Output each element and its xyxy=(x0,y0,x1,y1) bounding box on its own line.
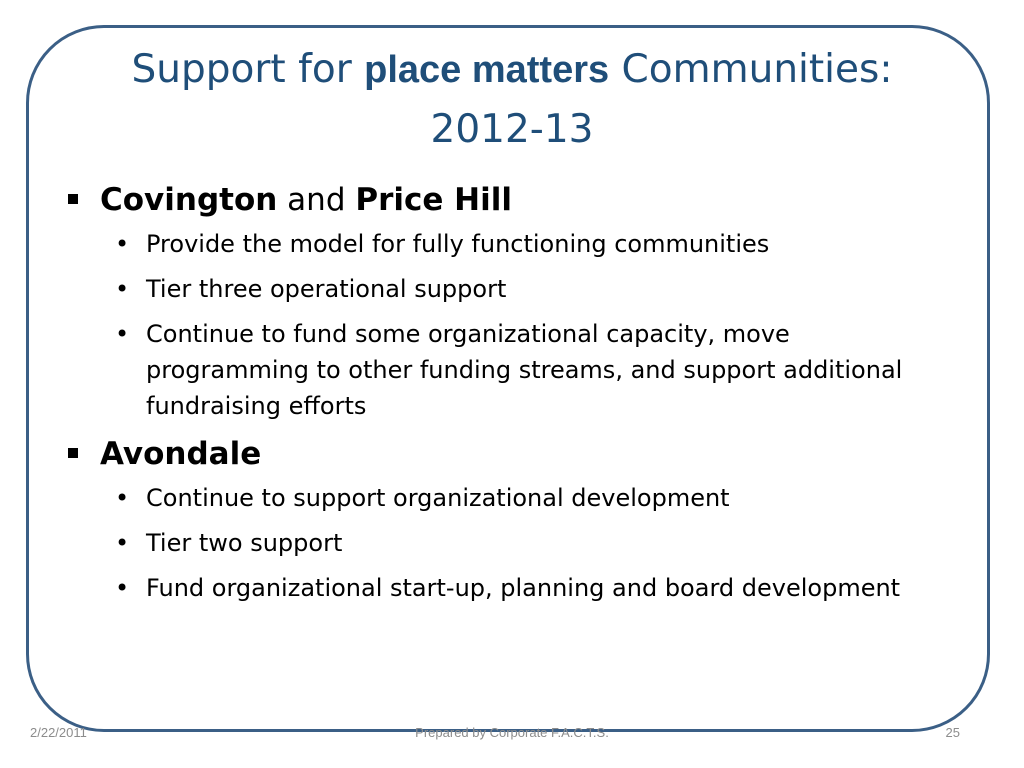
list-item xyxy=(60,480,960,516)
heading-covington: Covington xyxy=(100,182,278,218)
bullet-dot-icon: • xyxy=(115,484,130,512)
footer-prepared-by: Prepared by Corporate F.A.C.T.S. xyxy=(415,725,609,740)
title-suffix: Communities: xyxy=(609,47,893,92)
bullet-dot-icon: • xyxy=(115,230,130,258)
heading-price-hill: Price Hill xyxy=(355,182,513,218)
list-item xyxy=(60,525,960,561)
bullet-dot-icon: • xyxy=(115,275,130,303)
list-item-text: Continue to fund some organizational capacity, move programming to other funding streams, and support additional fundraising efforts xyxy=(146,320,903,420)
section-heading-covington-price-hill xyxy=(60,180,960,220)
list-item-text: Continue to support organizational development xyxy=(146,484,730,512)
bullet-dot-icon: • xyxy=(115,320,130,348)
slide-content xyxy=(60,180,960,616)
bullet-dot-icon: • xyxy=(115,529,130,557)
square-bullet-icon xyxy=(68,194,78,204)
title-emphasis: place matters xyxy=(364,49,610,91)
title-prefix: Support for xyxy=(131,47,365,92)
footer-page-number: 25 xyxy=(945,725,960,740)
list-item xyxy=(60,316,960,424)
slide-title xyxy=(60,40,964,160)
square-bullet-icon xyxy=(68,448,78,458)
list-item xyxy=(60,226,960,262)
avondale-items xyxy=(60,480,960,606)
list-item xyxy=(60,570,960,606)
list-item-text: Fund organizational start-up, planning and board development xyxy=(146,574,901,602)
bullet-dot-icon: • xyxy=(115,574,130,602)
section-heading-avondale xyxy=(60,434,960,474)
title-line2: 2012-13 xyxy=(430,107,594,152)
heading-connector: and xyxy=(277,182,356,218)
covington-items xyxy=(60,226,960,424)
heading-avondale: Avondale xyxy=(100,436,262,472)
list-item-text: Provide the model for fully functioning communities xyxy=(146,230,770,258)
list-item xyxy=(60,271,960,307)
list-item-text: Tier two support xyxy=(146,529,343,557)
list-item-text: Tier three operational support xyxy=(146,275,507,303)
footer-date: 2/22/2011 xyxy=(30,725,87,740)
